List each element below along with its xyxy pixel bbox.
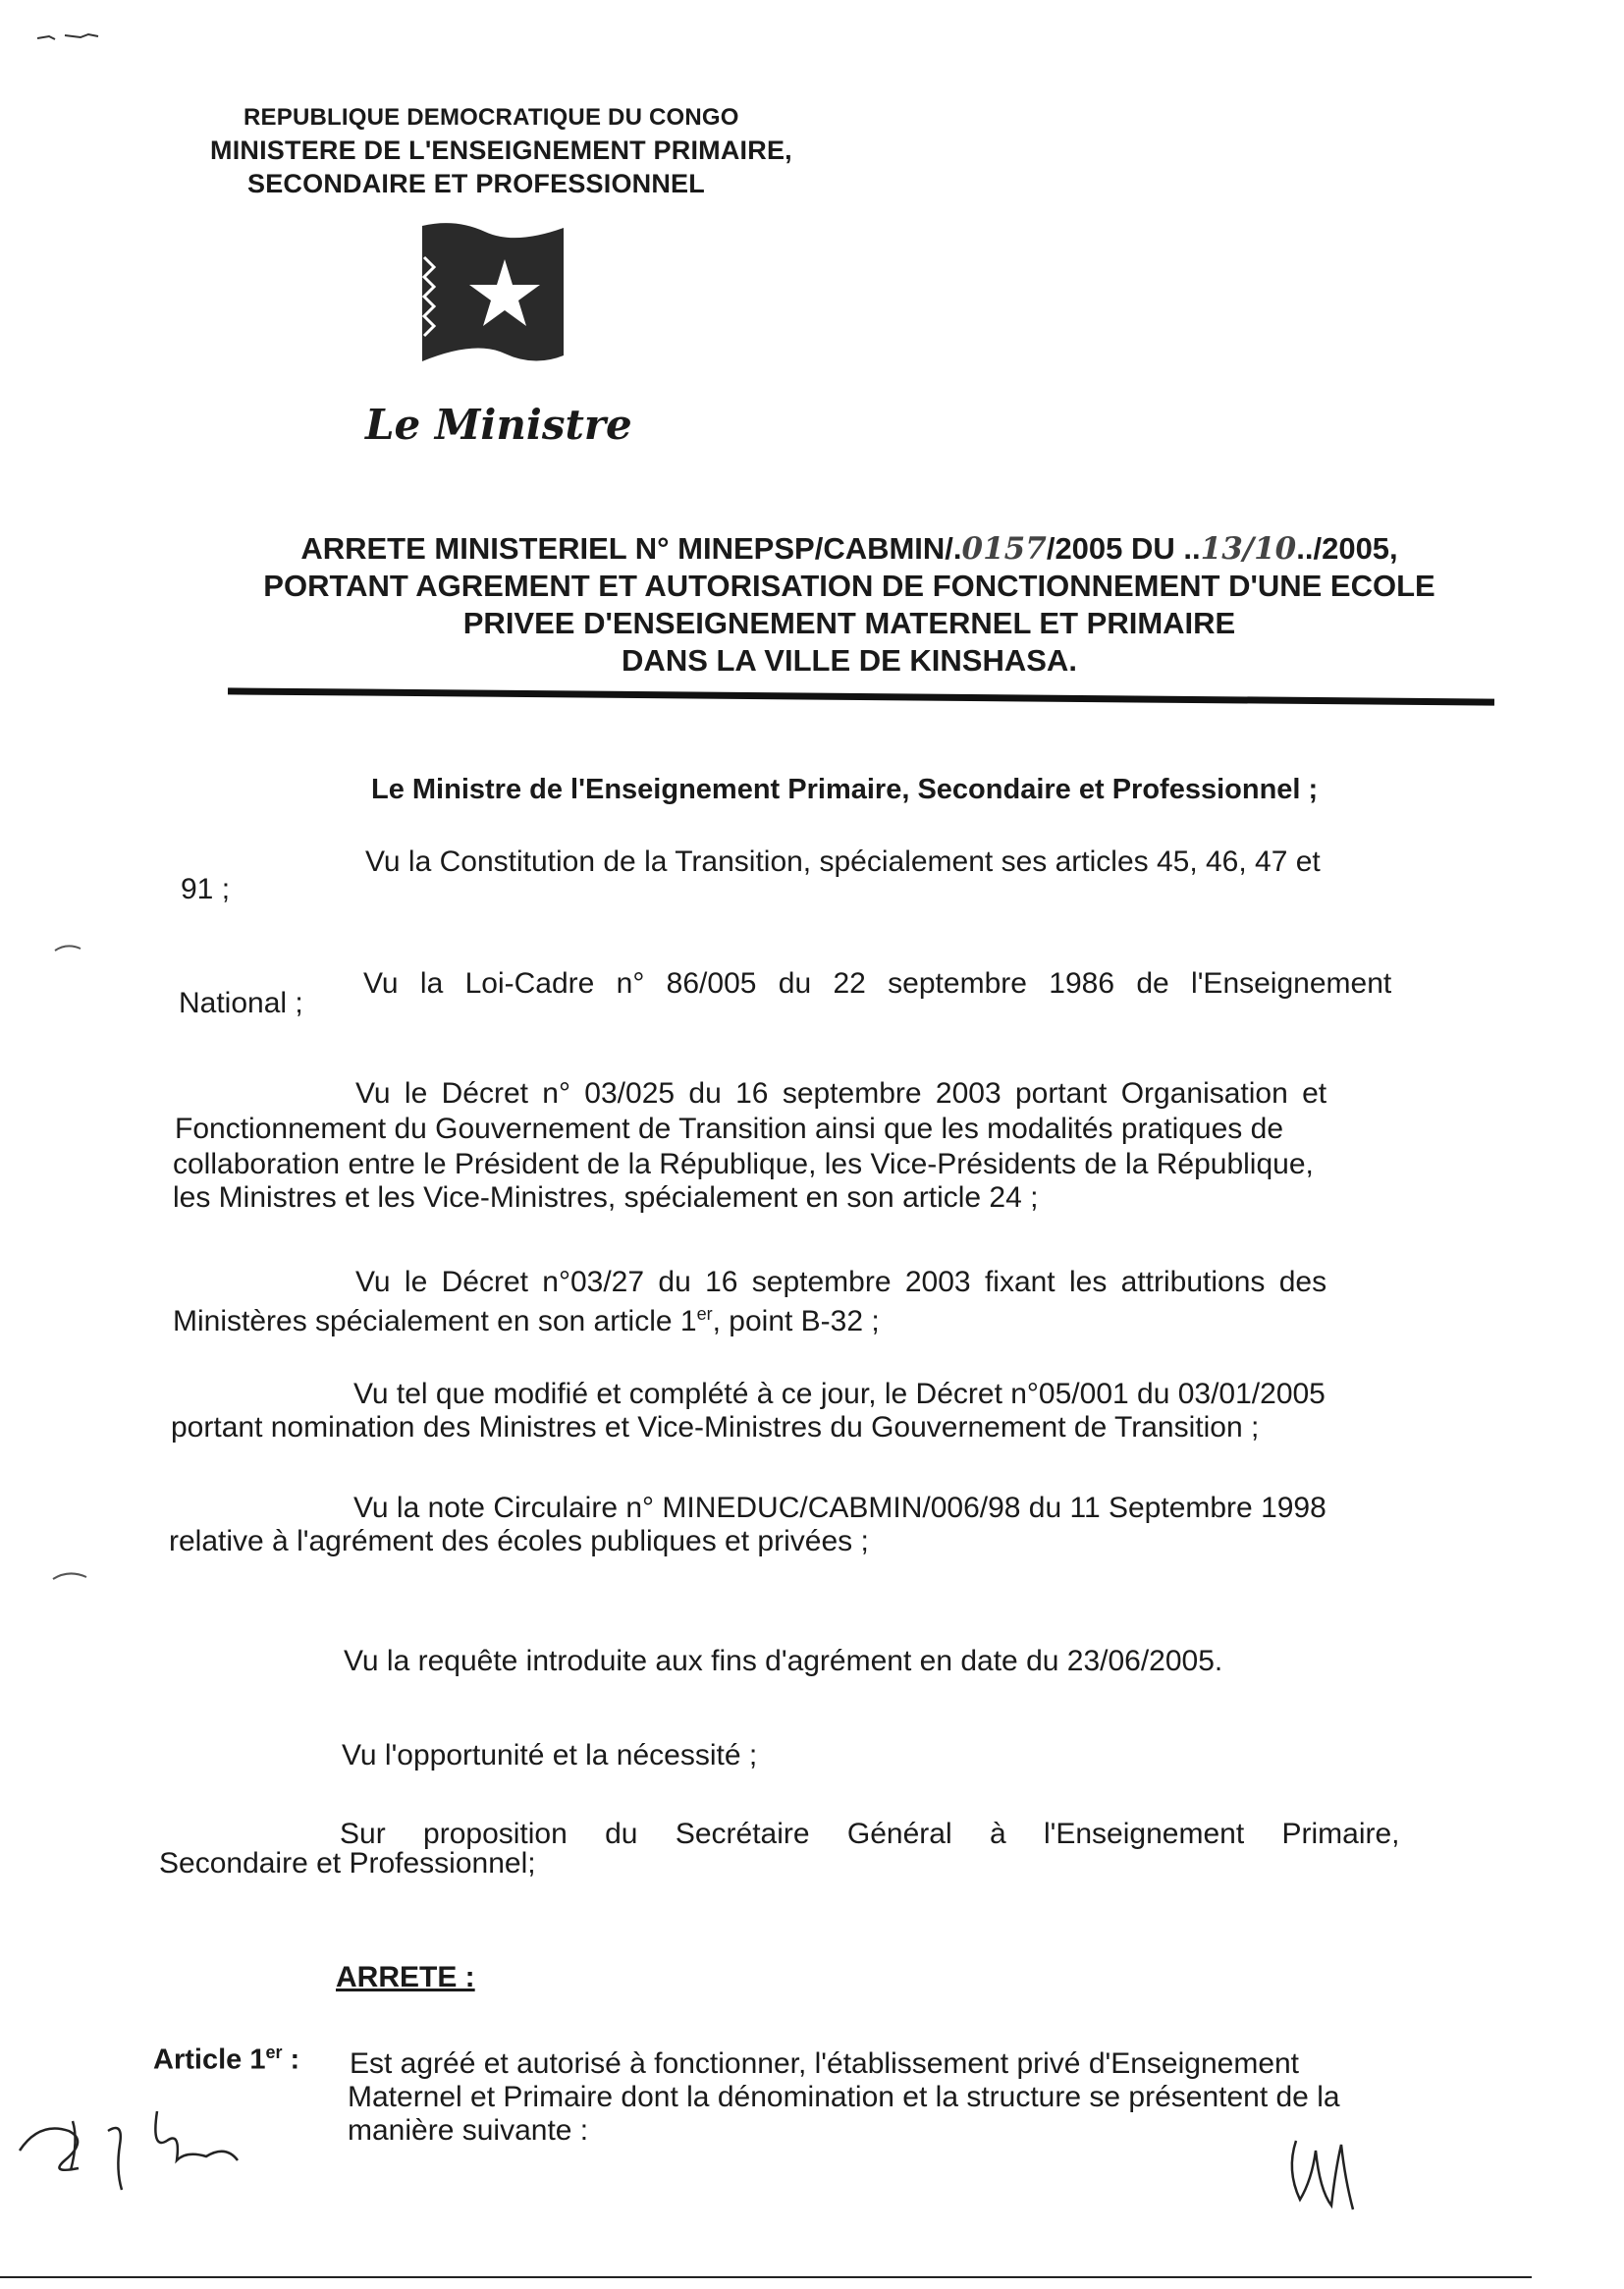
vu-loi-cadre-line-1: Vu la Loi-Cadre n° 86/005 du 22 septembre 1986 de l'Enseignement: [363, 967, 1392, 1000]
vu-constitution-line-1: Vu la Constitution de la Transition, spécialement ses articles 45, 46, 47 et: [365, 845, 1321, 878]
handwritten-initials: [10, 2092, 265, 2200]
footer-rule: [0, 2276, 1532, 2278]
ministry-line-2: SECONDAIRE ET PROFESSIONNEL: [247, 169, 705, 198]
decree-title: [196, 530, 1502, 680]
margin-mark: [53, 941, 82, 960]
vu-loi-cadre-line-2: National ;: [179, 987, 303, 1019]
vu-decret-03-025-line-4: les Ministres et les Vice-Ministres, spécialement en son article 24 ;: [173, 1181, 1039, 1214]
ministry-line-1: MINISTERE DE L'ENSEIGNEMENT PRIMAIRE,: [210, 136, 792, 165]
vu-decret-05-001-line-2: portant nomination des Ministres et Vice-Ministres du Gouvernement de Transition ;: [171, 1411, 1260, 1444]
vu-opportunite: Vu l'opportunité et la nécessité ;: [342, 1739, 758, 1771]
republic-name: REPUBLIQUE DEMOCRATIQUE DU CONGO: [244, 104, 739, 131]
vu-decret-03-025-line-2: Fonctionnement du Gouvernement de Transition ainsi que les modalités pratiques de: [175, 1113, 1283, 1145]
vu-decret-03-025-line-3: collaboration entre le Président de la République, les Vice-Présidents de la République,: [173, 1148, 1314, 1180]
vu-decret-05-001-line-1: Vu tel que modifié et complété à ce jour, le Décret n°05/001 du 03/01/2005: [353, 1378, 1326, 1410]
vu-decret-03-27-line-1: Vu le Décret n°03/27 du 16 septembre 2003 fixant les attributions des: [355, 1266, 1327, 1298]
decree-title-line-3: PRIVEE D'ENSEIGNEMENT MATERNEL ET PRIMAIRE: [462, 606, 1236, 640]
decree-title-line-4: DANS LA VILLE DE KINSHASA.: [622, 643, 1077, 678]
flag-star-emblem-icon: [416, 218, 573, 373]
vu-decret-03-27-line-2: Ministères spécialement en son article 1er, point B-32 ;: [173, 1304, 880, 1337]
vu-constitution-line-2: 91 ;: [181, 873, 231, 905]
arrete-heading: ARRETE :: [336, 1961, 475, 1993]
article-label: Article 1er :: [153, 2043, 300, 2076]
sur-proposition-line-1: Sur proposition du Secrétaire Général à l'Enseignement Primaire,: [340, 1818, 1400, 1850]
paraph-mark: [1276, 2131, 1365, 2219]
margin-mark: [51, 1567, 90, 1587]
handwritten-date: 13/10: [1200, 531, 1297, 567]
vu-note-circulaire-line-1: Vu la note Circulaire n° MINEDUC/CABMIN/006/98 du 11 Septembre 1998: [353, 1492, 1326, 1524]
minister-heading: Le Ministre de l'Enseignement Primaire, Secondaire et Professionnel ;: [371, 774, 1319, 805]
scan-mark: [37, 29, 106, 39]
article-text-line-3: manière suivante :: [348, 2114, 589, 2147]
sur-proposition-line-2: Secondaire et Professionnel;: [159, 1847, 536, 1880]
vu-requete: Vu la requête introduite aux fins d'agrément en date du 23/06/2005.: [344, 1645, 1223, 1677]
vu-note-circulaire-line-2: relative à l'agrément des écoles publiques et privées ;: [169, 1525, 869, 1557]
article-text-line-1: Est agréé et autorisé à fonctionner, l'établissement privé d'Enseignement: [350, 2047, 1300, 2080]
decree-title-line-2: PORTANT AGREMENT ET AUTORISATION DE FONCTIONNEMENT D'UNE ECOLE: [263, 569, 1435, 603]
vu-decret-03-025-line-1: Vu le Décret n° 03/025 du 16 septembre 2003 portant Organisation et: [355, 1077, 1327, 1110]
article-text-line-2: Maternel et Primaire dont la dénomination et la structure se présentent de la: [348, 2081, 1340, 2113]
decree-title-line-1: ARRETE MINISTERIEL N° MINEPSP/CABMIN/.0157/2005 DU ..13/10../2005,: [300, 531, 1398, 567]
handwritten-number: 0157: [961, 531, 1047, 567]
signature-title: Le Ministre: [365, 401, 632, 449]
title-underline: [228, 687, 1494, 705]
